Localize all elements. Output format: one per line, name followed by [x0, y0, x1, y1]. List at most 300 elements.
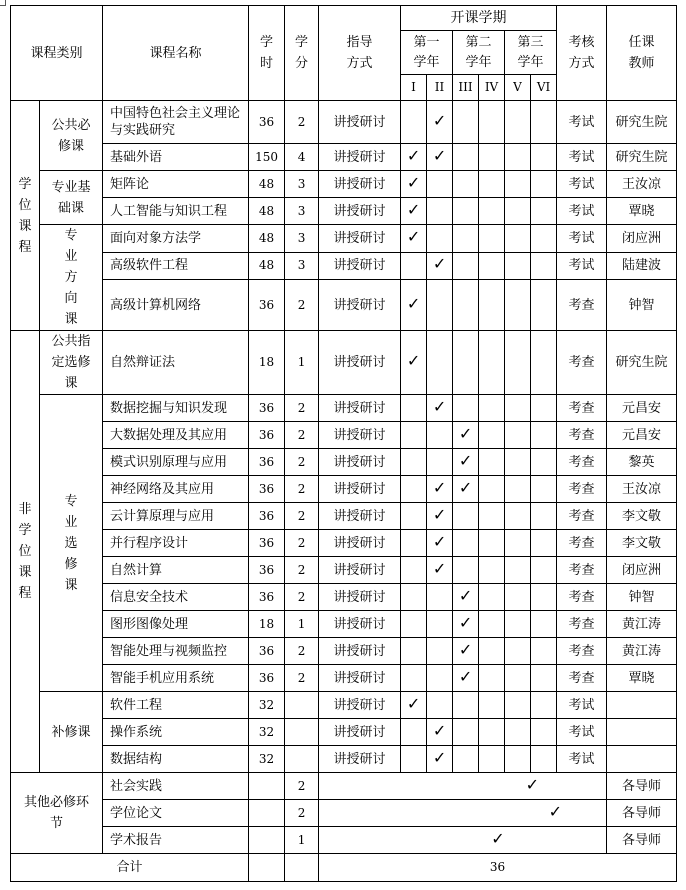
course-credits	[285, 746, 319, 773]
course-method: 讲授研讨	[319, 557, 401, 584]
semester-cell-5	[505, 557, 531, 584]
semester-cell-4	[479, 719, 505, 746]
header-year1: 第一学年	[401, 31, 453, 75]
other-item-name: 社会实践	[103, 773, 249, 800]
course-credits: 2	[285, 422, 319, 449]
curriculum-table-wrapper	[10, 5, 677, 882]
course-exam: 考试	[557, 101, 607, 144]
semester-cell-2	[427, 611, 453, 638]
other-item-name: 学术报告	[103, 827, 249, 854]
course-name: 神经网络及其应用	[103, 476, 249, 503]
group-nondegree: 非学位课程	[11, 331, 40, 773]
semester-cell-2	[427, 171, 453, 198]
header-sem-3: III	[453, 75, 479, 101]
check-mark: ✓	[406, 199, 421, 219]
semester-cell-1	[401, 557, 427, 584]
semester-cell-2	[427, 395, 453, 422]
semester-cell-5	[505, 746, 531, 773]
semester-cell-1	[401, 198, 427, 225]
semester-cell-4	[479, 692, 505, 719]
course-name: 智能处理与视频监控	[103, 638, 249, 665]
course-teacher: 研究生院	[607, 144, 677, 171]
course-hours: 36	[249, 503, 285, 530]
semester-cell-3	[453, 611, 479, 638]
course-exam: 考查	[557, 280, 607, 331]
semester-cell-3	[453, 638, 479, 665]
course-exam: 考试	[557, 225, 607, 253]
total-credits-blank	[285, 854, 319, 882]
group-public-elective: 公共指定选修课	[40, 331, 103, 395]
course-name: 大数据处理及其应用	[103, 422, 249, 449]
course-name: 并行程序设计	[103, 530, 249, 557]
header-course-name: 课程名称	[103, 6, 249, 101]
course-name: 高级软件工程	[103, 252, 249, 280]
check-mark: ✓	[548, 802, 563, 821]
course-credits: 2	[285, 530, 319, 557]
course-credits	[285, 719, 319, 746]
course-exam: 考查	[557, 638, 607, 665]
group-major-basic: 专业基础课	[40, 171, 103, 225]
semester-cell-6	[531, 331, 557, 395]
course-hours: 36	[249, 449, 285, 476]
total-hours	[249, 854, 285, 882]
course-method: 讲授研讨	[319, 530, 401, 557]
course-method: 讲授研讨	[319, 503, 401, 530]
header-sem-2: II	[427, 75, 453, 101]
course-method: 讲授研讨	[319, 280, 401, 331]
check-mark: ✓	[525, 775, 540, 794]
semester-cell-4	[479, 638, 505, 665]
other-item-credits: 2	[285, 800, 319, 827]
semester-cell-2	[427, 449, 453, 476]
semester-cell-4	[479, 252, 505, 280]
semester-cell-2	[427, 719, 453, 746]
other-item-hours	[249, 827, 285, 854]
course-name: 云计算原理与应用	[103, 503, 249, 530]
course-credits: 3	[285, 171, 319, 198]
semester-cell-4	[479, 476, 505, 503]
semester-cell-4	[479, 395, 505, 422]
semester-cell-6	[531, 584, 557, 611]
course-exam: 考试	[557, 252, 607, 280]
semester-cell-2	[427, 422, 453, 449]
course-hours: 48	[249, 171, 285, 198]
semester-cell-2	[427, 746, 453, 773]
semester-cell-5	[505, 719, 531, 746]
semester-cell-6	[531, 449, 557, 476]
course-exam: 考试	[557, 198, 607, 225]
course-hours: 48	[249, 225, 285, 253]
course-hours: 32	[249, 719, 285, 746]
course-method: 讲授研讨	[319, 101, 401, 144]
other-item-semesters	[319, 800, 607, 827]
course-exam: 考查	[557, 530, 607, 557]
course-teacher: 黄江涛	[607, 638, 677, 665]
semester-cell-3	[453, 692, 479, 719]
course-credits: 2	[285, 101, 319, 144]
course-credits: 3	[285, 252, 319, 280]
semester-cell-3	[453, 252, 479, 280]
semester-cell-1	[401, 252, 427, 280]
check-mark: ✓	[406, 172, 421, 192]
check-mark: ✓	[432, 477, 447, 497]
check-mark: ✓	[458, 666, 473, 686]
semester-cell-4	[479, 225, 505, 253]
course-hours: 36	[249, 557, 285, 584]
course-credits: 2	[285, 280, 319, 331]
semester-cell-1	[401, 719, 427, 746]
course-hours: 36	[249, 665, 285, 692]
semester-cell-2	[427, 665, 453, 692]
course-method: 讲授研讨	[319, 692, 401, 719]
semester-cell-3	[453, 144, 479, 171]
semester-cell-2	[427, 530, 453, 557]
course-hours: 36	[249, 280, 285, 331]
total-label: 合计	[11, 854, 249, 882]
course-teacher	[607, 746, 677, 773]
course-hours: 18	[249, 331, 285, 395]
course-teacher	[607, 692, 677, 719]
course-name: 数据挖掘与知识发现	[103, 395, 249, 422]
semester-cell-1	[401, 171, 427, 198]
semester-cell-1	[401, 530, 427, 557]
course-teacher: 李文敬	[607, 530, 677, 557]
course-credits: 1	[285, 331, 319, 395]
course-credits: 2	[285, 395, 319, 422]
other-item-name: 学位论文	[103, 800, 249, 827]
course-teacher: 李文敬	[607, 503, 677, 530]
semester-cell-2	[427, 584, 453, 611]
header-credits: 学分	[285, 6, 319, 101]
check-mark: ✓	[432, 531, 447, 551]
curriculum-table	[10, 5, 677, 882]
course-hours: 36	[249, 395, 285, 422]
course-credits: 2	[285, 476, 319, 503]
course-hours: 36	[249, 530, 285, 557]
course-credits: 2	[285, 503, 319, 530]
course-credits: 1	[285, 611, 319, 638]
check-mark: ✓	[432, 396, 447, 416]
check-mark: ✓	[458, 585, 473, 605]
semester-cell-1	[401, 584, 427, 611]
semester-cell-3	[453, 530, 479, 557]
course-teacher	[607, 719, 677, 746]
page-corner-mark	[0, 0, 6, 6]
course-hours: 32	[249, 692, 285, 719]
course-exam: 考查	[557, 422, 607, 449]
semester-cell-6	[531, 280, 557, 331]
semester-cell-4	[479, 331, 505, 395]
semester-cell-4	[479, 449, 505, 476]
semester-cell-5	[505, 252, 531, 280]
semester-cell-1	[401, 280, 427, 331]
other-item-credits: 2	[285, 773, 319, 800]
semester-cell-3	[453, 449, 479, 476]
semester-cell-6	[531, 252, 557, 280]
semester-cell-3	[453, 280, 479, 331]
header-teacher: 任课教师	[607, 6, 677, 101]
semester-cell-5	[505, 331, 531, 395]
semester-cell-6	[531, 638, 557, 665]
check-mark: ✓	[458, 639, 473, 659]
semester-cell-2	[427, 692, 453, 719]
semester-cell-1	[401, 503, 427, 530]
course-name: 基础外语	[103, 144, 249, 171]
course-name: 数据结构	[103, 746, 249, 773]
course-hours: 32	[249, 746, 285, 773]
course-method: 讲授研讨	[319, 252, 401, 280]
semester-cell-1	[401, 144, 427, 171]
course-hours: 48	[249, 198, 285, 225]
group-public-required: 公共必修课	[40, 101, 103, 171]
other-item-credits: 1	[285, 827, 319, 854]
header-year2: 第二学年	[453, 31, 505, 75]
course-name: 自然辩证法	[103, 331, 249, 395]
semester-cell-2	[427, 225, 453, 253]
course-teacher: 王汝凉	[607, 171, 677, 198]
semester-cell-3	[453, 171, 479, 198]
course-teacher: 王汝凉	[607, 476, 677, 503]
course-exam: 考试	[557, 144, 607, 171]
course-name: 中国特色社会主义理论与实践研究	[103, 101, 249, 144]
header-sem-5: V	[505, 75, 531, 101]
course-exam: 考试	[557, 171, 607, 198]
semester-cell-2	[427, 557, 453, 584]
course-credits: 2	[285, 557, 319, 584]
check-mark: ✓	[406, 226, 421, 246]
semester-cell-3	[453, 719, 479, 746]
semester-cell-1	[401, 746, 427, 773]
check-mark: ✓	[406, 693, 421, 713]
header-method: 指导方式	[319, 6, 401, 101]
course-method: 讲授研讨	[319, 225, 401, 253]
semester-cell-4	[479, 198, 505, 225]
semester-cell-4	[479, 503, 505, 530]
semester-cell-6	[531, 476, 557, 503]
course-credits	[285, 692, 319, 719]
course-name: 自然计算	[103, 557, 249, 584]
semester-cell-6	[531, 557, 557, 584]
semester-cell-3	[453, 476, 479, 503]
semester-cell-6	[531, 395, 557, 422]
semester-cell-6	[531, 503, 557, 530]
semester-cell-5	[505, 198, 531, 225]
course-name: 矩阵论	[103, 171, 249, 198]
other-item-teacher: 各导师	[607, 827, 677, 854]
course-exam: 考试	[557, 692, 607, 719]
semester-cell-4	[479, 280, 505, 331]
semester-cell-5	[505, 225, 531, 253]
other-item-teacher: 各导师	[607, 800, 677, 827]
course-name: 人工智能与知识工程	[103, 198, 249, 225]
header-category: 课程类别	[11, 6, 103, 101]
semester-cell-6	[531, 530, 557, 557]
header-sem-4: IV	[479, 75, 505, 101]
semester-cell-3	[453, 584, 479, 611]
semester-cell-2	[427, 331, 453, 395]
semester-cell-5	[505, 638, 531, 665]
semester-cell-5	[505, 584, 531, 611]
course-exam: 考查	[557, 557, 607, 584]
check-mark: ✓	[491, 829, 505, 848]
semester-cell-3	[453, 225, 479, 253]
course-name: 操作系统	[103, 719, 249, 746]
semester-cell-5	[505, 395, 531, 422]
check-mark: ✓	[406, 145, 421, 165]
course-method: 讲授研讨	[319, 422, 401, 449]
semester-cell-1	[401, 476, 427, 503]
semester-cell-1	[401, 422, 427, 449]
semester-cell-3	[453, 198, 479, 225]
check-mark: ✓	[432, 720, 447, 740]
course-credits: 2	[285, 584, 319, 611]
semester-cell-2	[427, 638, 453, 665]
course-name: 高级计算机网络	[103, 280, 249, 331]
semester-cell-4	[479, 611, 505, 638]
course-name: 信息安全技术	[103, 584, 249, 611]
course-credits: 2	[285, 638, 319, 665]
course-credits: 2	[285, 665, 319, 692]
semester-cell-6	[531, 144, 557, 171]
check-mark: ✓	[458, 477, 473, 497]
semester-cell-1	[401, 449, 427, 476]
course-teacher: 钟智	[607, 584, 677, 611]
semester-cell-3	[453, 422, 479, 449]
semester-cell-5	[505, 530, 531, 557]
semester-cell-2	[427, 280, 453, 331]
course-hours: 36	[249, 638, 285, 665]
course-exam: 考试	[557, 746, 607, 773]
semester-cell-4	[479, 171, 505, 198]
semester-cell-5	[505, 665, 531, 692]
semester-cell-5	[505, 692, 531, 719]
course-name: 面向对象方法学	[103, 225, 249, 253]
course-teacher: 研究生院	[607, 331, 677, 395]
course-name: 软件工程	[103, 692, 249, 719]
semester-cell-3	[453, 665, 479, 692]
semester-cell-4	[479, 557, 505, 584]
course-teacher: 覃晓	[607, 198, 677, 225]
semester-cell-1	[401, 395, 427, 422]
check-mark: ✓	[406, 293, 421, 313]
check-mark: ✓	[406, 351, 421, 370]
group-major-direction: 专业方向课	[40, 225, 103, 331]
group-degree: 学位课程	[11, 101, 40, 331]
check-mark: ✓	[432, 558, 447, 578]
semester-cell-1	[401, 611, 427, 638]
semester-cell-1	[401, 225, 427, 253]
semester-cell-5	[505, 503, 531, 530]
course-teacher: 黄江涛	[607, 611, 677, 638]
header-sem-1: I	[401, 75, 427, 101]
course-method: 讲授研讨	[319, 719, 401, 746]
course-method: 讲授研讨	[319, 584, 401, 611]
semester-cell-2	[427, 198, 453, 225]
course-teacher: 元昌安	[607, 395, 677, 422]
header-semesters: 开课学期	[401, 6, 557, 31]
semester-cell-4	[479, 530, 505, 557]
semester-cell-1	[401, 692, 427, 719]
course-method: 讲授研讨	[319, 611, 401, 638]
other-item-semesters	[319, 827, 607, 854]
course-credits: 2	[285, 449, 319, 476]
course-teacher: 闭应洲	[607, 225, 677, 253]
semester-cell-4	[479, 144, 505, 171]
semester-cell-6	[531, 692, 557, 719]
course-exam: 考查	[557, 476, 607, 503]
group-other-required: 其他必修环节	[11, 773, 103, 854]
total-credits: 36	[319, 854, 677, 882]
semester-cell-6	[531, 611, 557, 638]
check-mark: ✓	[432, 145, 447, 165]
semester-cell-2	[427, 503, 453, 530]
other-item-hours	[249, 800, 285, 827]
group-remedial: 补修课	[40, 692, 103, 773]
course-method: 讲授研讨	[319, 144, 401, 171]
course-credits: 3	[285, 225, 319, 253]
semester-cell-6	[531, 198, 557, 225]
semester-cell-6	[531, 746, 557, 773]
header-exam: 考核方式	[557, 6, 607, 101]
semester-cell-6	[531, 101, 557, 144]
semester-cell-6	[531, 422, 557, 449]
group-major-elective: 专业选修课	[40, 395, 103, 692]
course-method: 讲授研讨	[319, 198, 401, 225]
semester-cell-2	[427, 101, 453, 144]
check-mark: ✓	[432, 504, 447, 524]
course-teacher: 黎英	[607, 449, 677, 476]
course-teacher: 陆建波	[607, 252, 677, 280]
course-name: 模式识别原理与应用	[103, 449, 249, 476]
other-item-semesters	[319, 773, 607, 800]
semester-cell-4	[479, 584, 505, 611]
other-item-teacher: 各导师	[607, 773, 677, 800]
course-method: 讲授研讨	[319, 331, 401, 395]
semester-cell-3	[453, 503, 479, 530]
course-hours: 150	[249, 144, 285, 171]
semester-cell-6	[531, 171, 557, 198]
semester-cell-5	[505, 422, 531, 449]
course-method: 讲授研讨	[319, 746, 401, 773]
semester-cell-4	[479, 422, 505, 449]
course-teacher: 钟智	[607, 280, 677, 331]
course-exam: 考查	[557, 395, 607, 422]
course-exam: 考查	[557, 584, 607, 611]
semester-cell-5	[505, 611, 531, 638]
semester-cell-6	[531, 719, 557, 746]
course-name: 图形图像处理	[103, 611, 249, 638]
course-credits: 4	[285, 144, 319, 171]
course-hours: 18	[249, 611, 285, 638]
check-mark: ✓	[458, 450, 473, 470]
semester-cell-1	[401, 638, 427, 665]
header-hours: 学时	[249, 6, 285, 101]
course-hours: 48	[249, 252, 285, 280]
course-name: 智能手机应用系统	[103, 665, 249, 692]
course-hours: 36	[249, 101, 285, 144]
semester-cell-5	[505, 476, 531, 503]
semester-cell-3	[453, 101, 479, 144]
semester-cell-3	[453, 746, 479, 773]
semester-cell-2	[427, 252, 453, 280]
course-exam: 考查	[557, 503, 607, 530]
check-mark: ✓	[458, 423, 473, 443]
semester-cell-4	[479, 746, 505, 773]
semester-cell-3	[453, 557, 479, 584]
course-hours: 36	[249, 422, 285, 449]
check-mark: ✓	[458, 612, 473, 632]
check-mark: ✓	[432, 254, 447, 274]
